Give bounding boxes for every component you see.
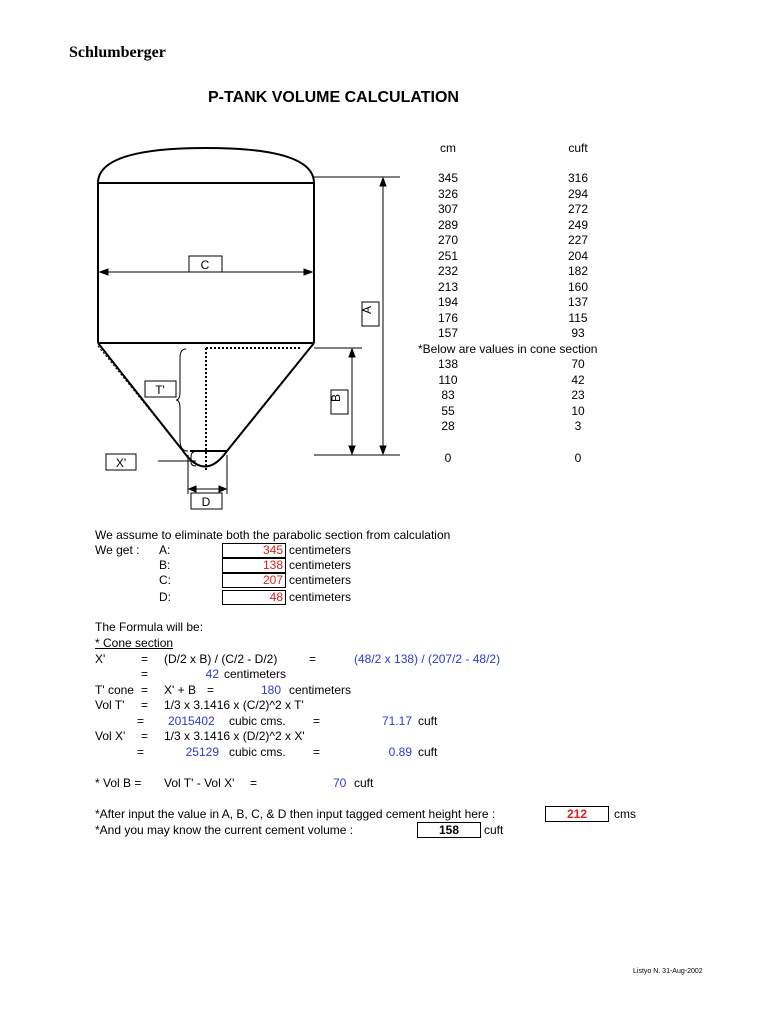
table-cell-cuft: 272 xyxy=(567,202,589,216)
x-eq-2: = xyxy=(309,652,317,666)
volx-formula: 1/3 x 3.1416 x (D/2)^2 x X' xyxy=(164,729,305,743)
cement-volume-unit: cuft xyxy=(484,823,504,837)
table-cell-cm: 326 xyxy=(437,186,459,201)
table-cell-cuft: 23 xyxy=(571,388,585,402)
volt-cuft-unit: cuft xyxy=(418,714,438,728)
assume-text: We assume to eliminate both the parabolic section from calculation xyxy=(95,528,451,542)
volx-cuft: 0.89 xyxy=(388,745,412,759)
company-name: Schlumberger xyxy=(69,44,166,61)
label-d: D xyxy=(201,495,211,509)
input-label-b: B: xyxy=(159,558,171,572)
table-cell-cm: 157 xyxy=(437,326,459,340)
x-eq-3: = xyxy=(141,667,149,681)
unit-c: centimeters xyxy=(289,573,352,587)
we-get-label: We get : xyxy=(95,543,140,557)
table-cell-cm: 176 xyxy=(437,310,459,325)
x-value: 42 xyxy=(205,667,219,681)
volb-value: 70 xyxy=(333,776,347,790)
table-cell-cm: 289 xyxy=(437,217,459,232)
t-formula: X' + B xyxy=(164,683,196,697)
table-cell-cuft: 227 xyxy=(567,233,589,247)
cement-height-unit: cms xyxy=(614,807,636,821)
t-eq: = xyxy=(141,683,149,697)
cement-volume-text: *And you may know the current cement volume : xyxy=(95,823,354,837)
table-cell-cuft: 70 xyxy=(571,357,585,371)
volx-eq-3: = xyxy=(313,745,321,759)
input-a-field[interactable]: 345 xyxy=(222,543,286,558)
label-t: T' xyxy=(155,383,165,397)
table-cell-cm: 138 xyxy=(437,357,459,371)
table-cell-cm: 213 xyxy=(437,279,459,294)
table-cell-cuft: 115 xyxy=(568,310,588,325)
volx-value: 25129 xyxy=(185,745,219,759)
table-cell-cm: 345 xyxy=(437,171,459,185)
zero-cm: 0 xyxy=(444,451,452,465)
table-cell-cuft: 93 xyxy=(571,326,585,340)
input-d-field[interactable]: 48 xyxy=(222,590,286,605)
tank-dome xyxy=(98,148,314,183)
table-cell-cm: 55 xyxy=(441,403,455,418)
cement-height-input[interactable]: 212 xyxy=(545,806,609,822)
table-cell-cm: 194 xyxy=(437,295,459,309)
table-header-cm: cm xyxy=(440,141,456,155)
table-cell-cuft: 10 xyxy=(571,403,585,418)
volx-eq: = xyxy=(141,729,149,743)
volt-lhs: Vol T' xyxy=(95,698,125,712)
table-header-cuft: cuft xyxy=(568,141,588,155)
unit-d: centimeters xyxy=(289,590,352,604)
input-c-field[interactable]: 207 xyxy=(222,573,286,588)
table-cell-cuft: 3 xyxy=(574,419,582,433)
volt-eq-3: = xyxy=(313,714,321,728)
cone-section-heading: * Cone section xyxy=(95,636,174,650)
page-title: P-TANK VOLUME CALCULATION xyxy=(208,89,459,106)
label-x: X' xyxy=(115,456,127,470)
unit-b: centimeters xyxy=(289,558,352,572)
formula-heading: The Formula will be: xyxy=(95,620,204,634)
x-substituted: (48/2 x 138) / (207/2 - 48/2) xyxy=(354,652,501,666)
t-unit: centimeters xyxy=(289,683,352,697)
cone-note: *Below are values in cone section xyxy=(418,342,598,356)
volx-lhs: Vol X' xyxy=(95,729,126,743)
input-b-field[interactable]: 138 xyxy=(222,558,286,573)
volx-unit: cubic cms. xyxy=(229,745,286,759)
input-label-a: A: xyxy=(159,543,171,557)
label-a: A xyxy=(360,305,374,315)
table-cell-cuft: 42 xyxy=(571,372,585,387)
table-cell-cm: 270 xyxy=(437,233,459,247)
volt-formula: 1/3 x 3.1416 x (C/2)^2 x T' xyxy=(164,698,304,712)
t-lhs: T' cone xyxy=(95,683,134,697)
volt-unit: cubic cms. xyxy=(229,714,286,728)
cement-height-text: *After input the value in A, B, C, & D then input tagged cement height here : xyxy=(95,807,496,821)
t-brace xyxy=(176,349,188,451)
volb-unit: cuft xyxy=(354,776,374,790)
cone-right xyxy=(227,343,314,451)
volt-cuft: 71.17 xyxy=(381,714,412,728)
volx-cuft-unit: cuft xyxy=(418,745,438,759)
table-cell-cm: 83 xyxy=(441,388,455,402)
input-label-d: D: xyxy=(159,590,171,604)
table-cell-cuft: 160 xyxy=(567,279,589,294)
volx-eq-2: = xyxy=(137,745,145,759)
table-cell-cuft: 137 xyxy=(567,295,589,309)
table-cell-cm: 110 xyxy=(438,372,458,387)
zero-cuft: 0 xyxy=(574,451,582,465)
input-label-c: C: xyxy=(159,573,171,587)
volb-eq: = xyxy=(250,776,258,790)
t-eq-2: = xyxy=(207,683,215,697)
cement-volume-value: 158 xyxy=(417,822,481,838)
table-cell-cm: 307 xyxy=(437,202,459,216)
x-formula: (D/2 x B) / (C/2 - D/2) xyxy=(164,652,278,666)
x-lhs: X' xyxy=(95,652,106,666)
label-b: B xyxy=(329,393,343,403)
x-unit: centimeters xyxy=(224,667,287,681)
author-footer: Listyo N. 31-Aug-2002 xyxy=(633,968,703,975)
table-cell-cuft: 249 xyxy=(567,217,589,232)
volt-eq: = xyxy=(141,698,149,712)
volt-value: 2015402 xyxy=(168,714,215,728)
volb-lhs: * Vol B = xyxy=(95,776,142,790)
table-cell-cuft: 294 xyxy=(567,186,589,201)
table-cell-cuft: 182 xyxy=(567,264,589,278)
volt-eq-2: = xyxy=(137,714,145,728)
t-value: 180 xyxy=(261,683,282,697)
table-cell-cm: 232 xyxy=(437,264,459,278)
unit-a: centimeters xyxy=(289,543,352,557)
volb-formula: Vol T' - Vol X' xyxy=(164,776,235,790)
x-eq: = xyxy=(141,652,149,666)
table-cell-cm: 251 xyxy=(437,248,459,263)
table-cell-cuft: 204 xyxy=(567,248,589,263)
label-c: C xyxy=(200,258,210,272)
table-cell-cm: 28 xyxy=(441,419,455,433)
table-cell-cuft: 316 xyxy=(567,171,589,185)
